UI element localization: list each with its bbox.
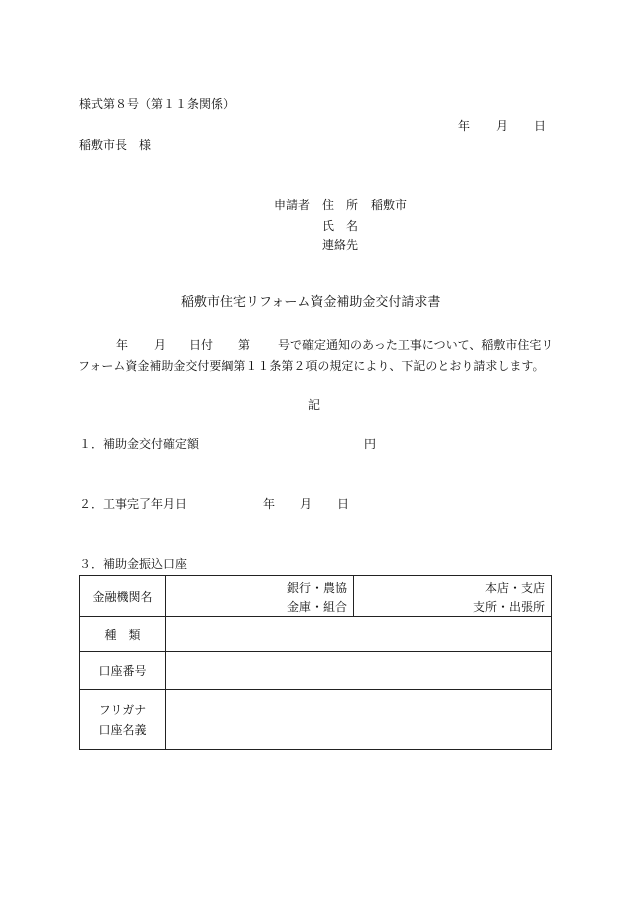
addressee: 稲敷市長 様: [79, 138, 152, 152]
item2-month: 月: [300, 497, 313, 511]
account-type-label: 種 類: [80, 617, 166, 652]
account-type-field[interactable]: [166, 617, 552, 652]
name-label: 氏 名: [322, 219, 359, 233]
contact-label: 連絡先: [322, 238, 359, 252]
account-number-label: 口座番号: [80, 652, 166, 690]
account-name-label-cell: [80, 690, 166, 750]
body-dai: 第: [238, 338, 251, 352]
item2-label: ２．工事完了年月日: [79, 497, 188, 511]
document-title: 稲敷市住宅リフォーム資金補助金交付請求書: [181, 295, 441, 310]
bank-account-table: [79, 575, 552, 750]
body-date-suffix: 日付: [189, 338, 214, 352]
account-number-field[interactable]: [166, 652, 552, 690]
furigana-label: フリガナ: [98, 702, 147, 717]
item3-label: ３．補助金振込口座: [79, 557, 188, 571]
form-number: 様式第８号（第１１条関係）: [79, 97, 236, 111]
item2-year: 年: [263, 497, 276, 511]
date-year: 年: [458, 119, 471, 133]
institution-bank-cell[interactable]: [166, 576, 354, 617]
address-value: 稲敷市: [371, 198, 408, 212]
bank-types-line1: 銀行・農協: [286, 581, 347, 595]
item1-label: １．補助金交付確定額: [79, 437, 200, 451]
account-name-field[interactable]: [166, 690, 552, 750]
institution-label: 金融機関名: [80, 576, 166, 617]
ki-heading: 記: [308, 398, 321, 412]
item1-unit: 円: [364, 437, 377, 451]
institution-branch-cell[interactable]: [354, 576, 552, 617]
body-year: 年: [116, 338, 129, 352]
address-label: 住 所: [322, 198, 359, 212]
bank-types-line2: 金庫・組合: [286, 600, 347, 614]
body-month: 月: [154, 338, 167, 352]
date-month: 月: [496, 119, 509, 133]
branch-types-line1: 本店・支店: [484, 581, 545, 595]
applicant-label: 申請者: [274, 198, 311, 212]
body-line1-rest: 号で確定通知のあった工事について、稲敷市住宅リ: [278, 338, 554, 352]
body-line-2: フォーム資金補助金交付要綱第１１条第２項の規定により、下記のとおり請求します。: [78, 359, 545, 373]
item2-day: 日: [337, 497, 350, 511]
branch-types-line2: 支所・出張所: [472, 600, 545, 614]
account-name-label: 口座名義: [98, 722, 147, 737]
date-day: 日: [534, 119, 547, 133]
